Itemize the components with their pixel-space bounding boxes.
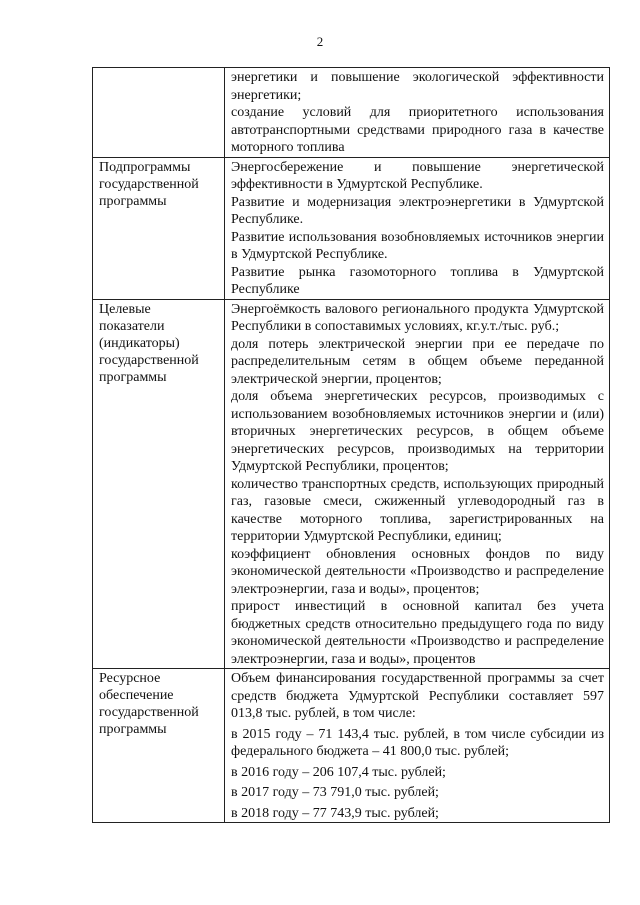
row-content-cell (225, 68, 610, 158)
row-label-line: показатели (99, 318, 165, 334)
row-label-line: государственной (99, 176, 199, 192)
row-content-cell (225, 157, 610, 299)
row-label-line: Целевые (99, 301, 151, 317)
table-row (93, 299, 610, 669)
program-passport-table (92, 67, 610, 823)
content-paragraph: в 2016 году – 206 107,4 тыс. рублей; (231, 764, 446, 780)
content-paragraph: в 2018 году – 77 743,9 тыс. рублей; (231, 805, 439, 821)
row-label-line: (индикаторы) (99, 335, 180, 351)
row-label-line: программы (99, 722, 167, 737)
content-paragraph: прирост инвестиций в основной капитал без учета бюджетных средств относительно предыдущего года по виду экономической деятельности «Производство и распределение электроэнергии, газа и воды», процентов (231, 599, 604, 667)
content-paragraph: Энергоёмкость валового регионального продукта Удмуртской Республики в сопоставимых условиях, кг.у.т./тыс. руб.; (231, 301, 604, 334)
page-number: 2 (316, 34, 324, 49)
row-label-cell (93, 669, 225, 823)
row-label-cell (93, 299, 225, 669)
content-paragraph: Энергосбережение и повышение энергетической эффективности в Удмуртской Республике. (231, 159, 604, 192)
table-row (93, 157, 610, 299)
row-label-line: Подпрограммы (99, 159, 191, 175)
content-paragraph: коэффициент обновления основных фондов по виду экономической деятельности «Производство и распределение электроэнергии, газа и воды», процентов; (231, 546, 604, 597)
row-label-cell (93, 68, 225, 158)
row-label-line: государственной (99, 352, 199, 368)
row-label-line: обеспечение (99, 688, 174, 703)
content-paragraph: Развитие и модернизация электроэнергетики в Удмуртской Республике. (231, 194, 604, 227)
row-content-cell (225, 669, 610, 823)
row-label-line: Ресурсное (99, 671, 161, 686)
row-label-line: программы (99, 193, 167, 209)
content-paragraph: доля объема энергетических ресурсов, производимых с использованием возобновляемых источников энергии и (или) вторичных энергетических ресурсов, в общем объеме энергетических ресурсов, производимых на территории Удмуртской Республики, процентов; (231, 389, 604, 474)
content-paragraph: доля потерь электрической энергии при ее передаче по распределительным сетям в общем объеме переданной электрической энергии, процентов; (231, 336, 604, 387)
row-label-cell (93, 157, 225, 299)
content-paragraph: создание условий для приоритетного использования автотранспортными средствами природного газа в качестве моторного топлива (231, 105, 604, 155)
table-row (93, 669, 610, 823)
content-paragraph: Объем финансирования государственной программы за счет средств бюджета Удмуртской Республики составляет 597 013,8 тыс. рублей, в том числе: (231, 671, 604, 721)
content-paragraph: количество транспортных средств, использующих природный газ, газовые смеси, сжиженный углеводородный газ в качестве моторного топлива, зарегистрированных на территории Удмуртской Республики, единиц; (231, 476, 604, 544)
content-paragraph: в 2015 году – 71 143,4 тыс. рублей, в том числе субсидии из федерального бюджета – 41 800,0 тыс. рублей; (231, 726, 604, 759)
content-paragraph: энергетики и повышение экологической эффективности энергетики; (231, 70, 604, 103)
content-paragraph: в 2017 году – 73 791,0 тыс. рублей; (231, 785, 439, 800)
row-label-line: программы (99, 369, 167, 385)
row-label-line: государственной (99, 705, 199, 720)
table-row (93, 68, 610, 158)
row-content-cell (225, 299, 610, 669)
content-paragraph: Развитие использования возобновляемых источников энергии в Удмуртской Республике. (231, 229, 604, 262)
content-paragraph: Развитие рынка газомоторного топлива в Удмуртской Республике (231, 264, 604, 297)
